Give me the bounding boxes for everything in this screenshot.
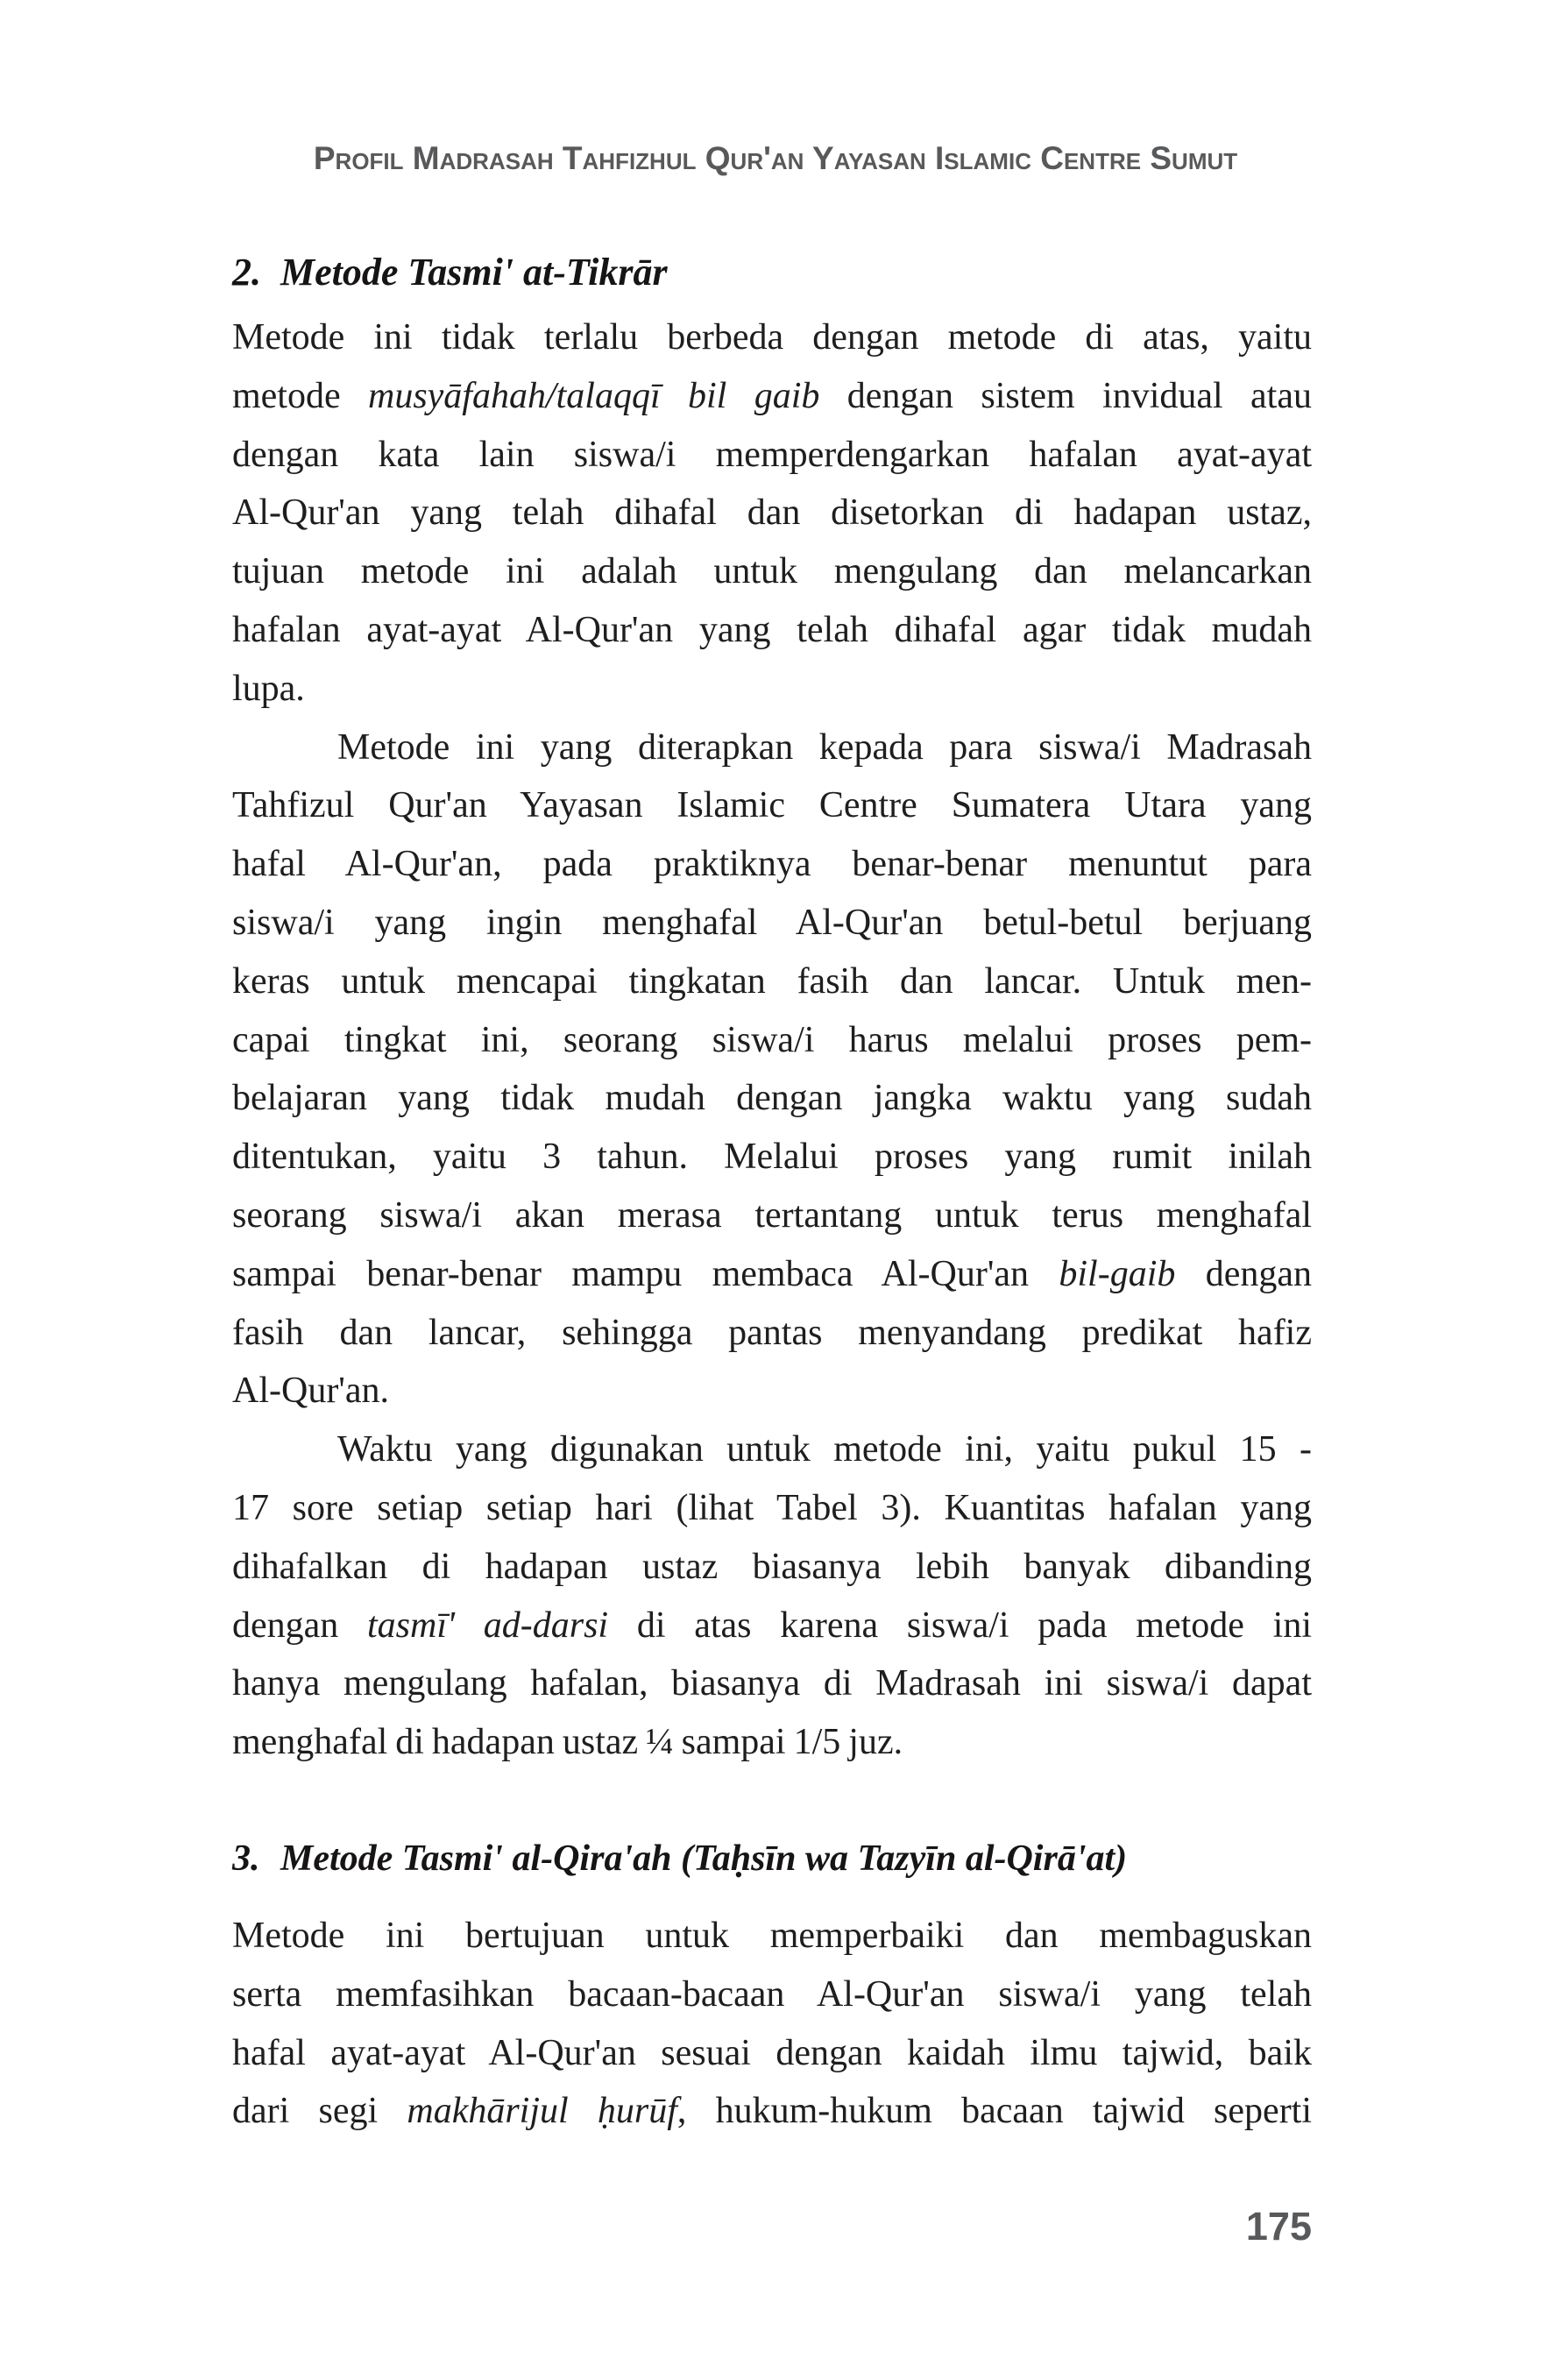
section-title: Metode Tasmi' al-Qira'ah (Taḥsīn wa Tazyīn al-Qirā'at) [280, 1838, 1128, 1879]
section-heading-2 [232, 249, 1319, 296]
text-line: Al-Qur'an yang telah dihafal dan disetorkan di hadapan ustaz, [232, 492, 1312, 534]
body-text-block [232, 1907, 1312, 2141]
text-line: siswa/i yang ingin menghafal Al-Qur'an betul-betul berjuang [232, 902, 1312, 943]
text-line: seorang siswa/i akan merasa tertantang untuk terus menghafal [232, 1194, 1312, 1236]
text-line: menghafal di hadapan ustaz ¼ sampai 1/5 juz. [232, 1722, 903, 1763]
text-line: belajaran yang tidak mudah dengan jangka waktu yang sudah [232, 1078, 1312, 1119]
section-number: 2. [232, 251, 261, 294]
text-line: capai tingkat ini, seorang siswa/i harus melalui proses pem- [232, 1019, 1312, 1060]
text-line: Metode ini tidak terlalu berbeda dengan metode di atas, yaitu [232, 317, 1312, 358]
text-line: 17 sore setiap setiap hari (lihat Tabel 3). Kuantitas hafalan yang [232, 1487, 1312, 1528]
section-title: Metode Tasmi' at-Tikrār [280, 251, 668, 294]
text-line: Metode ini yang diterapkan kepada para siswa/i Madrasah [337, 726, 1312, 768]
text-line: hanya mengulang hafalan, biasanya di Madrasah ini siswa/i dapat [232, 1663, 1312, 1704]
text-line: sampai benar-benar mampu membaca Al-Qur'an bil-gaib dengan [232, 1253, 1312, 1294]
section-heading-3 [232, 1835, 1319, 1882]
text-line: Tahfizul Qur'an Yayasan Islamic Centre Sumatera Utara yang [232, 785, 1312, 826]
text-line: fasih dan lancar, sehingga pantas menyandang predikat hafiz [232, 1312, 1312, 1353]
text-line: serta memfasihkan bacaan-bacaan Al-Qur'an siswa/i yang telah [232, 1973, 1312, 2015]
text-line: hafal Al-Qur'an, pada praktiknya benar-benar menuntut para [232, 844, 1312, 885]
body-text-block [232, 308, 1312, 1772]
text-line: keras untuk mencapai tingkatan fasih dan lancar. Untuk men- [232, 960, 1312, 1002]
paragraph [232, 308, 1312, 719]
running-header: Profil Madrasah Tahfizhul Qur'an Yayasan Islamic Centre Sumut [313, 140, 1238, 176]
paragraph [232, 1907, 1312, 2141]
page-number: 175 [1245, 2204, 1312, 2249]
text-line: dari segi makhārijul ḥurūf, hukum-hukum bacaan tajwid seperti [232, 2091, 1313, 2132]
section-number: 3. [232, 1838, 260, 1879]
text-line: Metode ini bertujuan untuk memperbaiki dan membaguskan [232, 1916, 1312, 1956]
paragraph [232, 719, 1312, 1421]
text-line: hafalan ayat-ayat Al-Qur'an yang telah dihafal agar tidak mudah [232, 609, 1312, 650]
text-line: dengan kata lain siswa/i memperdengarkan hafalan ayat-ayat [232, 434, 1312, 475]
text-line: tujuan metode ini adalah untuk mengulang dan melancarkan [232, 551, 1312, 592]
text-line: ditentukan, yaitu 3 tahun. Melalui proses yang rumit inilah [232, 1137, 1312, 1178]
text-line: Al-Qur'an. [232, 1371, 390, 1412]
text-line: hafal ayat-ayat Al-Qur'an sesuai dengan kaidah ilmu tajwid, baik [232, 2032, 1312, 2073]
text-line: metode musyāfahah/talaqqī bil gaib dengan sistem invidual atau [232, 375, 1312, 416]
text-line: dihafalkan di hadapan ustaz biasanya lebih banyak dibanding [232, 1546, 1312, 1587]
text-line: dengan tasmī' ad-darsi di atas karena siswa/i pada metode ini [232, 1604, 1312, 1646]
text-line: lupa. [232, 668, 305, 709]
text-line: Waktu yang digunakan untuk metode ini, yaitu pukul 15 - [337, 1429, 1312, 1470]
paragraph [232, 1420, 1312, 1772]
